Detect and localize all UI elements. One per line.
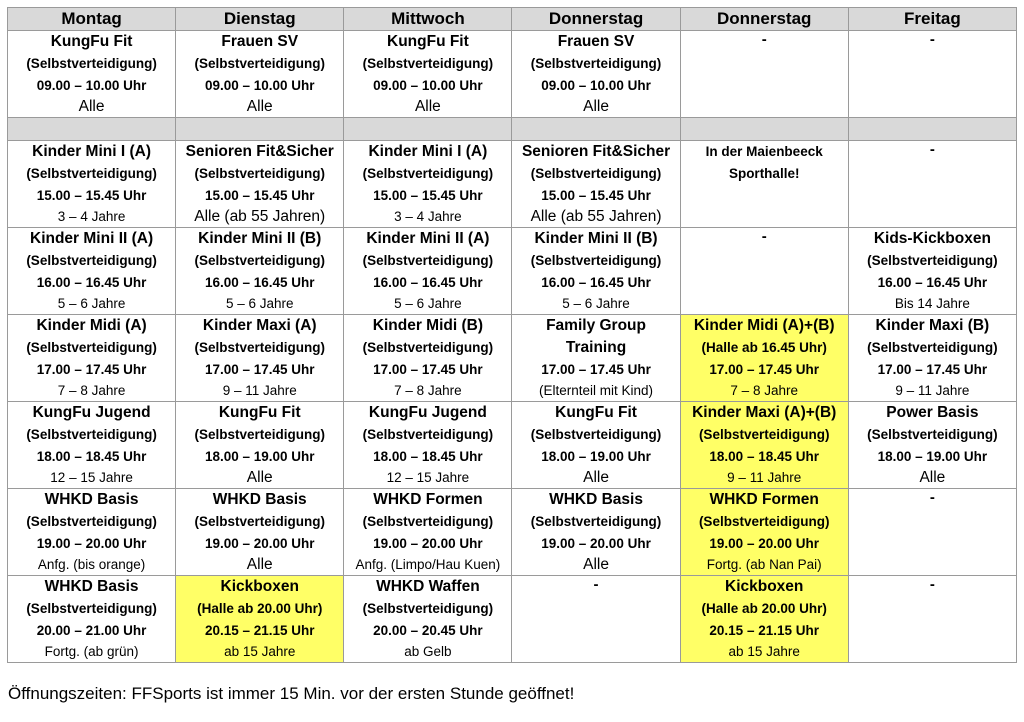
separator-row bbox=[8, 118, 1017, 141]
course-group: 5 – 6 Jahre bbox=[57, 296, 126, 311]
course-title: KungFu Fit bbox=[387, 33, 469, 50]
course-time: 20.15 – 21.15 Uhr bbox=[709, 623, 819, 638]
course-title: WHKD Formen bbox=[709, 491, 819, 508]
course-group: 3 – 4 Jahre bbox=[394, 209, 462, 224]
day-header: Montag bbox=[8, 8, 176, 31]
course-subtitle: (Selbstverteidigung) bbox=[867, 340, 998, 355]
location-note-line: Sporthalle! bbox=[728, 166, 800, 181]
course-title: Kinder Midi (A) bbox=[36, 317, 147, 334]
course-title: KungFu Fit bbox=[218, 404, 301, 421]
course-subtitle: (Selbstverteidigung) bbox=[194, 56, 325, 71]
schedule-cell bbox=[176, 31, 344, 118]
course-group: Alle (ab 55 Jahren) bbox=[194, 208, 326, 225]
schedule-cell bbox=[176, 576, 344, 663]
schedule-cell bbox=[344, 141, 512, 228]
course-group: Fortg. (ab Nan Pai) bbox=[706, 557, 822, 572]
course-subtitle: (Selbstverteidigung) bbox=[194, 253, 325, 268]
course-time: 16.00 – 16.45 Uhr bbox=[373, 275, 483, 290]
schedule-row bbox=[8, 402, 1017, 489]
schedule-row bbox=[8, 576, 1017, 663]
course-subtitle: (Selbstverteidigung) bbox=[362, 253, 494, 268]
course-title: Frauen SV bbox=[557, 33, 635, 50]
day-header: Donnerstag bbox=[680, 8, 848, 31]
course-subtitle: (Selbstverteidigung) bbox=[194, 166, 325, 181]
course-title: WHKD Basis bbox=[44, 578, 139, 595]
separator-cell bbox=[512, 118, 680, 141]
course-group: Anfg. (bis orange) bbox=[37, 557, 146, 572]
course-subtitle: (Selbstverteidigung) bbox=[362, 601, 494, 616]
course-title: Kinder Mini I (A) bbox=[32, 143, 151, 160]
course-title: Power Basis bbox=[886, 404, 979, 421]
schedule-cell bbox=[176, 315, 344, 402]
course-group: Bis 14 Jahre bbox=[894, 296, 970, 311]
course-subtitle: (Selbstverteidigung) bbox=[26, 166, 157, 181]
empty-slot-cell: - bbox=[680, 31, 848, 118]
location-note-line: In der Maienbeeck bbox=[705, 144, 823, 159]
course-group: 7 – 8 Jahre bbox=[730, 383, 798, 398]
course-time: 15.00 – 15.45 Uhr bbox=[373, 188, 483, 203]
location-note-cell bbox=[680, 141, 848, 228]
empty-slot-cell: - bbox=[848, 141, 1016, 228]
schedule-cell bbox=[512, 31, 680, 118]
course-title: Kinder Maxi (A)+(B) bbox=[692, 404, 837, 421]
empty-slot-cell: - bbox=[848, 576, 1016, 663]
course-subtitle: (Halle ab 20.00 Uhr) bbox=[701, 601, 827, 616]
course-group: Alle bbox=[583, 469, 609, 486]
course-subtitle: (Selbstverteidigung) bbox=[362, 340, 494, 355]
course-group: 9 – 11 Jahre bbox=[727, 470, 802, 485]
course-group: 7 – 8 Jahre bbox=[57, 383, 126, 398]
course-title: Kinder Mini II (B) bbox=[198, 230, 322, 247]
course-subtitle: (Selbstverteidigung) bbox=[362, 166, 494, 181]
course-time: 19.00 – 20.00 Uhr bbox=[709, 536, 819, 551]
day-header: Dienstag bbox=[176, 8, 344, 31]
course-group: ab Gelb bbox=[404, 644, 452, 659]
day-header: Freitag bbox=[848, 8, 1016, 31]
course-group: 5 – 6 Jahre bbox=[394, 296, 462, 311]
schedule-cell bbox=[680, 315, 848, 402]
course-time: 17.00 – 17.45 Uhr bbox=[36, 362, 147, 377]
course-time: 16.00 – 16.45 Uhr bbox=[877, 275, 988, 290]
schedule-cell bbox=[848, 228, 1016, 315]
course-time: 20.15 – 21.15 Uhr bbox=[204, 623, 315, 638]
schedule-cell bbox=[8, 489, 176, 576]
course-title: Kickboxen bbox=[725, 578, 804, 595]
course-group: 9 – 11 Jahre bbox=[895, 383, 970, 398]
course-title: WHKD Basis bbox=[212, 491, 307, 508]
course-title: WHKD Basis bbox=[549, 491, 643, 508]
course-subtitle: (Selbstverteidigung) bbox=[26, 340, 157, 355]
course-group: Anfg. (Limpo/Hau Kuen) bbox=[355, 557, 501, 572]
schedule-cell bbox=[344, 576, 512, 663]
course-title: Kinder Mini I (A) bbox=[368, 143, 488, 160]
schedule-cell bbox=[176, 228, 344, 315]
course-subtitle: (Selbstverteidigung) bbox=[530, 56, 662, 71]
schedule-cell bbox=[8, 141, 176, 228]
course-subtitle: Training bbox=[565, 339, 627, 356]
schedule-cell bbox=[512, 141, 680, 228]
course-group: Alle (ab 55 Jahren) bbox=[530, 208, 662, 225]
course-group: 7 – 8 Jahre bbox=[394, 383, 462, 398]
course-subtitle: (Selbstverteidigung) bbox=[26, 253, 157, 268]
course-subtitle: (Selbstverteidigung) bbox=[867, 253, 998, 268]
course-group: Alle bbox=[246, 98, 273, 115]
schedule-header bbox=[8, 8, 1017, 31]
course-group: Alle bbox=[583, 98, 609, 115]
schedule-cell bbox=[176, 489, 344, 576]
course-subtitle: (Selbstverteidigung) bbox=[362, 56, 494, 71]
course-time: 20.00 – 21.00 Uhr bbox=[36, 623, 147, 638]
course-title: Kinder Midi (A)+(B) bbox=[693, 317, 835, 334]
course-subtitle: (Selbstverteidigung) bbox=[530, 514, 662, 529]
schedule-table bbox=[7, 7, 1017, 663]
course-time: 18.00 – 19.00 Uhr bbox=[204, 449, 315, 464]
schedule-cell bbox=[8, 576, 176, 663]
course-title: KungFu Fit bbox=[50, 33, 133, 50]
course-subtitle: (Selbstverteidigung) bbox=[867, 427, 998, 442]
course-time: 15.00 – 15.45 Uhr bbox=[541, 188, 651, 203]
schedule-cell bbox=[680, 576, 848, 663]
schedule-cell bbox=[8, 31, 176, 118]
schedule-cell bbox=[848, 402, 1016, 489]
schedule-cell bbox=[512, 402, 680, 489]
course-group: 9 – 11 Jahre bbox=[222, 383, 297, 398]
course-title: Kids-Kickboxen bbox=[873, 230, 991, 247]
course-time: 18.00 – 18.45 Uhr bbox=[36, 449, 147, 464]
course-title: Kinder Maxi (A) bbox=[202, 317, 317, 334]
schedule-cell bbox=[512, 228, 680, 315]
course-group: Alle bbox=[414, 98, 441, 115]
course-subtitle: (Selbstverteidigung) bbox=[362, 514, 494, 529]
schedule-cell bbox=[8, 402, 176, 489]
course-title: Kinder Maxi (B) bbox=[875, 317, 990, 334]
separator-cell bbox=[344, 118, 512, 141]
course-title: Senioren Fit&Sicher bbox=[185, 143, 334, 160]
course-time: 19.00 – 20.00 Uhr bbox=[204, 536, 315, 551]
course-title: KungFu Fit bbox=[555, 404, 637, 421]
course-subtitle: (Selbstverteidigung) bbox=[26, 56, 157, 71]
course-time: 16.00 – 16.45 Uhr bbox=[204, 275, 315, 290]
course-title: Kinder Mini II (A) bbox=[30, 230, 154, 247]
course-group: ab 15 Jahre bbox=[224, 644, 296, 659]
course-time: 17.00 – 17.45 Uhr bbox=[204, 362, 315, 377]
course-title: Kinder Midi (B) bbox=[372, 317, 483, 334]
empty-slot-cell: - bbox=[680, 228, 848, 315]
opening-hours-note: Öffnungszeiten: FFSports ist immer 15 Min. vor der ersten Stunde geöffnet! bbox=[8, 684, 575, 703]
course-group: Alle bbox=[78, 98, 105, 115]
course-subtitle: (Selbstverteidigung) bbox=[26, 601, 157, 616]
course-group: Alle bbox=[246, 469, 273, 486]
course-group: Fortg. (ab grün) bbox=[44, 644, 139, 659]
course-group: (Elternteil mit Kind) bbox=[539, 383, 654, 398]
course-time: 16.00 – 16.45 Uhr bbox=[36, 275, 147, 290]
day-header: Donnerstag bbox=[512, 8, 680, 31]
course-time: 17.00 – 17.45 Uhr bbox=[541, 362, 651, 377]
schedule-cell bbox=[176, 141, 344, 228]
course-time: 19.00 – 20.00 Uhr bbox=[373, 536, 483, 551]
course-time: 18.00 – 18.45 Uhr bbox=[709, 449, 819, 464]
header-row bbox=[8, 8, 1017, 31]
schedule-cell bbox=[344, 228, 512, 315]
day-header: Mittwoch bbox=[344, 8, 512, 31]
separator-cell bbox=[8, 118, 176, 141]
schedule-cell bbox=[848, 315, 1016, 402]
course-title: WHKD Formen bbox=[373, 491, 483, 508]
course-subtitle: (Selbstverteidigung) bbox=[26, 514, 157, 529]
course-subtitle: (Selbstverteidigung) bbox=[194, 514, 325, 529]
course-group: ab 15 Jahre bbox=[728, 644, 800, 659]
schedule-row bbox=[8, 228, 1017, 315]
schedule-cell bbox=[680, 489, 848, 576]
schedule-cell bbox=[8, 315, 176, 402]
course-group: Alle bbox=[246, 556, 273, 573]
course-title: Senioren Fit&Sicher bbox=[521, 143, 671, 160]
course-time: 09.00 – 10.00 Uhr bbox=[541, 78, 651, 93]
course-group: 12 – 15 Jahre bbox=[386, 470, 470, 485]
course-title: KungFu Jugend bbox=[368, 404, 487, 421]
schedule-cell bbox=[680, 402, 848, 489]
course-time: 18.00 – 18.45 Uhr bbox=[373, 449, 483, 464]
course-subtitle: (Halle ab 20.00 Uhr) bbox=[197, 601, 323, 616]
schedule-row bbox=[8, 141, 1017, 228]
course-time: 09.00 – 10.00 Uhr bbox=[204, 78, 315, 93]
course-time: 16.00 – 16.45 Uhr bbox=[541, 275, 651, 290]
course-group: Alle bbox=[583, 556, 609, 573]
course-time: 19.00 – 20.00 Uhr bbox=[541, 536, 651, 551]
course-subtitle: (Halle ab 16.45 Uhr) bbox=[701, 340, 827, 355]
course-time: 18.00 – 19.00 Uhr bbox=[877, 449, 988, 464]
schedule-cell bbox=[344, 402, 512, 489]
course-subtitle: (Selbstverteidigung) bbox=[530, 253, 662, 268]
course-title: KungFu Jugend bbox=[32, 404, 151, 421]
course-title: Kinder Mini II (A) bbox=[366, 230, 490, 247]
schedule-cell bbox=[344, 489, 512, 576]
course-time: 15.00 – 15.45 Uhr bbox=[204, 188, 315, 203]
schedule-cell bbox=[176, 402, 344, 489]
empty-slot-cell: - bbox=[848, 31, 1016, 118]
course-subtitle: (Selbstverteidigung) bbox=[698, 514, 830, 529]
course-subtitle: (Selbstverteidigung) bbox=[530, 166, 662, 181]
course-time: 19.00 – 20.00 Uhr bbox=[36, 536, 147, 551]
course-group: Alle bbox=[919, 469, 946, 486]
course-subtitle: (Selbstverteidigung) bbox=[26, 427, 157, 442]
course-title: Kickboxen bbox=[220, 578, 299, 595]
course-time: 20.00 – 20.45 Uhr bbox=[373, 623, 483, 638]
schedule-cell bbox=[512, 489, 680, 576]
separator-cell bbox=[176, 118, 344, 141]
empty-slot-cell: - bbox=[512, 576, 680, 663]
course-subtitle: (Selbstverteidigung) bbox=[194, 427, 325, 442]
schedule-row bbox=[8, 315, 1017, 402]
course-title: Family Group bbox=[546, 317, 646, 334]
course-time: 09.00 – 10.00 Uhr bbox=[36, 78, 147, 93]
separator-cell bbox=[848, 118, 1016, 141]
schedule-cell bbox=[344, 315, 512, 402]
course-title: Frauen SV bbox=[221, 33, 299, 50]
course-subtitle: (Selbstverteidigung) bbox=[194, 340, 325, 355]
course-group: 5 – 6 Jahre bbox=[225, 296, 294, 311]
empty-slot-cell: - bbox=[848, 489, 1016, 576]
schedule-cell bbox=[512, 315, 680, 402]
course-time: 17.00 – 17.45 Uhr bbox=[709, 362, 819, 377]
schedule-cell bbox=[8, 228, 176, 315]
course-subtitle: (Selbstverteidigung) bbox=[530, 427, 662, 442]
course-group: 5 – 6 Jahre bbox=[562, 296, 630, 311]
schedule-row bbox=[8, 31, 1017, 118]
course-title: WHKD Waffen bbox=[376, 578, 480, 595]
course-time: 17.00 – 17.45 Uhr bbox=[373, 362, 483, 377]
course-time: 18.00 – 19.00 Uhr bbox=[541, 449, 651, 464]
course-subtitle: (Selbstverteidigung) bbox=[362, 427, 494, 442]
separator-cell bbox=[680, 118, 848, 141]
schedule-body bbox=[8, 31, 1017, 663]
course-subtitle: (Selbstverteidigung) bbox=[698, 427, 830, 442]
course-title: Kinder Mini II (B) bbox=[534, 230, 658, 247]
schedule-row bbox=[8, 489, 1017, 576]
course-group: 12 – 15 Jahre bbox=[50, 470, 133, 485]
course-title: WHKD Basis bbox=[44, 491, 139, 508]
course-group: 3 – 4 Jahre bbox=[57, 209, 126, 224]
schedule-cell bbox=[344, 31, 512, 118]
course-time: 17.00 – 17.45 Uhr bbox=[877, 362, 988, 377]
course-time: 15.00 – 15.45 Uhr bbox=[36, 188, 147, 203]
course-time: 09.00 – 10.00 Uhr bbox=[373, 78, 483, 93]
